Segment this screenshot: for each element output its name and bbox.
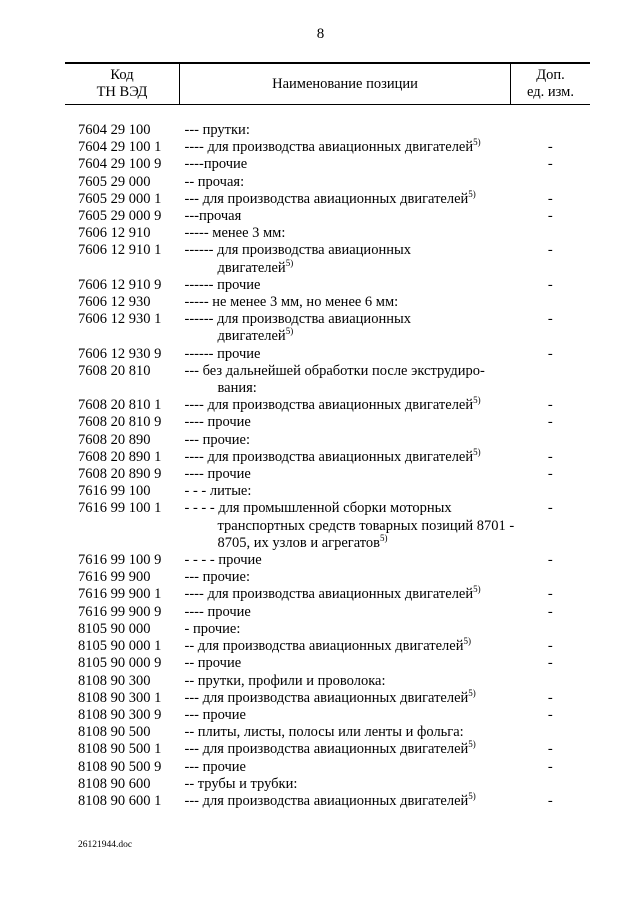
name-cell	[180, 483, 511, 500]
code-cell: 7616 99 100	[78, 483, 151, 500]
table-row	[65, 105, 590, 140]
footnote-ref: 5)	[285, 257, 294, 268]
unit-cell	[511, 174, 591, 191]
name-cell	[180, 242, 511, 276]
name-line: - - - - прочие	[184, 552, 262, 569]
unit-cell	[511, 724, 591, 741]
table-row	[65, 363, 590, 397]
table-row	[65, 638, 590, 655]
code-cell: 7604 29 100 9	[78, 156, 162, 173]
name-line: --- для производства авиационных двигателей$^{5)}$	[184, 188, 476, 207]
name-line: --- прочие	[184, 758, 246, 775]
unit-cell: -	[547, 586, 553, 603]
name-cell	[180, 638, 511, 655]
code-cell: 7616 99 100 9	[78, 552, 162, 569]
name-cell	[180, 449, 511, 466]
code-cell: 7605 29 000	[78, 173, 151, 190]
table-row	[65, 208, 590, 225]
table-row	[65, 466, 590, 483]
table-header	[65, 63, 590, 105]
name-cell	[180, 776, 511, 793]
name-cell	[180, 741, 511, 758]
code-cell: 7606 12 910	[78, 225, 151, 242]
unit-cell	[511, 363, 591, 397]
table-row	[65, 174, 590, 191]
unit-cell: -	[547, 208, 553, 225]
name-line: --- для производства авиационных двигателей$^{5)}$	[184, 791, 476, 809]
code-cell: 7604 29 100	[78, 122, 151, 138]
unit-cell	[511, 569, 591, 586]
table-row	[65, 483, 590, 500]
name-cell	[180, 208, 511, 225]
code-cell: 7616 99 900 9	[78, 603, 162, 620]
table-row	[65, 414, 590, 431]
name-cell	[180, 724, 511, 741]
name-line: ------ для производства авиационных	[184, 311, 411, 328]
name-cell	[180, 500, 515, 552]
code-cell: 7606 12 910 9	[78, 276, 162, 293]
name-cell	[180, 552, 511, 569]
unit-cell	[511, 105, 591, 140]
name-cell	[180, 707, 511, 724]
code-cell: 8105 90 000 1	[78, 638, 162, 655]
name-line: транспортных средств товарных позиций 8701 -	[217, 517, 515, 534]
header-unit	[511, 63, 591, 105]
footnote-ref: 5)	[463, 636, 471, 647]
name-cell	[180, 156, 511, 173]
name-cell	[180, 105, 511, 140]
unit-cell: -	[547, 466, 553, 483]
footnote-ref: 5)	[285, 326, 294, 337]
unit-cell	[511, 483, 591, 500]
name-line: - - - литые:	[184, 483, 252, 500]
name-cell	[180, 604, 511, 621]
code-cell: 7608 20 890	[78, 431, 151, 448]
table-body	[65, 105, 590, 811]
unit-cell: -	[547, 414, 553, 431]
unit-cell	[511, 225, 591, 242]
unit-cell: -	[547, 758, 553, 775]
name-line: ---прочая	[184, 208, 242, 225]
name-cell	[180, 687, 511, 707]
table-row	[65, 673, 590, 690]
footnote-ref: 5)	[468, 791, 476, 802]
name-cell	[180, 346, 511, 363]
unit-cell: -	[547, 139, 553, 156]
code-cell: 7608 20 890 9	[78, 466, 162, 483]
footnote-ref: 5)	[473, 447, 481, 458]
name-line: - прочие:	[184, 620, 241, 637]
name-line: --- без дальнейшей обработки после экструдиро-	[184, 362, 485, 379]
code-cell: 8108 90 500	[78, 724, 151, 741]
name-line: ---- прочие	[184, 414, 251, 431]
unit-cell: -	[547, 190, 553, 207]
name-cell	[180, 397, 511, 414]
code-cell: 8108 90 300 1	[78, 689, 162, 706]
header-unit-line1: Доп.	[536, 67, 565, 83]
unit-cell: -	[547, 689, 553, 706]
footnote-ref: 5)	[468, 687, 476, 698]
code-cell: 8108 90 300	[78, 672, 151, 689]
unit-cell: -	[547, 345, 553, 362]
table-row	[65, 225, 590, 242]
name-line: -- прутки, профили и проволока:	[184, 672, 386, 689]
name-line: -- трубы и трубки:	[184, 775, 298, 792]
name-line: 8705, их узлов и агрегатов$^{5)}$	[217, 533, 388, 551]
name-line: ---- для производства авиационных двигателей$^{5)}$	[184, 584, 481, 603]
footnote-ref: 5)	[473, 584, 481, 595]
table-row	[65, 621, 590, 638]
code-cell: 8108 90 500 1	[78, 741, 162, 758]
table-row	[65, 397, 590, 414]
name-line: --- прутки:	[184, 122, 250, 138]
name-line: ---- прочие	[184, 603, 251, 620]
name-line: ---- для производства авиационных двигателей$^{5)}$	[184, 447, 481, 465]
name-line: двигателей$^{5)}$	[217, 257, 294, 276]
table-row	[65, 776, 590, 793]
name-line: --- для производства авиационных двигателей$^{5)}$	[184, 687, 476, 706]
code-cell: 7604 29 100 1	[78, 139, 162, 156]
name-line: -- для производства авиационных двигателей$^{5)}$	[184, 636, 471, 655]
name-cell	[180, 569, 511, 586]
name-line: --- прочие	[184, 706, 246, 723]
code-cell: 8105 90 000	[78, 620, 151, 637]
code-cell: 8108 90 600	[78, 775, 151, 792]
table-row	[65, 569, 590, 586]
table-row	[65, 449, 590, 466]
name-line: - - - - для промышленной сборки моторных	[184, 500, 452, 517]
page-number: 8	[316, 26, 325, 42]
footnote-ref: 5)	[380, 533, 388, 544]
table-row	[65, 277, 590, 294]
unit-cell: -	[547, 638, 553, 655]
unit-cell	[511, 621, 591, 638]
code-cell: 7616 99 900 1	[78, 586, 162, 603]
name-line: ------ прочие	[184, 345, 261, 362]
name-cell	[180, 363, 511, 397]
name-line: ----- менее 3 мм:	[184, 225, 286, 242]
name-cell	[180, 759, 511, 776]
unit-cell: -	[547, 552, 553, 569]
name-line: ----- не менее 3 мм, но менее 6 мм:	[184, 294, 399, 311]
unit-cell: -	[547, 741, 553, 758]
header-code	[65, 63, 180, 105]
table-row	[65, 759, 590, 776]
header-unit-line2: ед. изм.	[527, 84, 574, 100]
footnote-ref: 5)	[468, 188, 476, 199]
table-row	[65, 191, 590, 208]
table-row	[65, 294, 590, 311]
code-cell: 7605 29 000 9	[78, 208, 162, 225]
name-line: -- плиты, листы, полосы или ленты и фольга:	[184, 724, 464, 741]
code-cell: 7606 12 930 9	[78, 345, 162, 362]
name-line: -- прочая:	[184, 173, 245, 190]
code-cell: 7605 29 000 1	[78, 190, 162, 207]
unit-cell: -	[547, 500, 553, 517]
unit-cell: -	[547, 242, 553, 259]
name-line: ------ прочие	[184, 276, 261, 293]
name-line: --- прочие:	[184, 431, 251, 448]
unit-cell: -	[547, 311, 553, 328]
name-line: ----прочие	[184, 156, 248, 173]
table-row	[65, 604, 590, 621]
name-cell	[180, 414, 511, 431]
name-line: ------ для производства авиационных	[184, 242, 411, 259]
unit-cell: -	[547, 448, 553, 465]
header-name: Наименование позиции	[180, 63, 511, 105]
code-cell: 7608 20 810 9	[78, 414, 162, 431]
code-cell: 7616 99 900	[78, 569, 151, 586]
unit-cell	[511, 294, 591, 311]
header-code-line1: Код	[110, 67, 134, 83]
table-row	[65, 311, 590, 345]
unit-cell: -	[547, 706, 553, 723]
name-cell	[180, 139, 511, 156]
unit-cell: -	[547, 276, 553, 293]
table-row	[65, 242, 590, 276]
footnote-ref: 5)	[473, 137, 481, 148]
table-row	[65, 690, 590, 707]
name-cell	[180, 294, 511, 311]
footnote-ref: 5)	[468, 739, 476, 750]
footnote-ref: 5)	[473, 395, 481, 406]
name-cell	[180, 311, 511, 345]
name-line: --- для производства авиационных двигателей$^{5)}$	[184, 739, 476, 758]
name-cell	[180, 793, 511, 810]
code-cell: 8108 90 300 9	[78, 706, 162, 723]
code-cell: 7606 12 910 1	[78, 242, 162, 259]
tariff-table	[65, 62, 590, 810]
table-row	[65, 346, 590, 363]
footer-filename: 26121944.doc	[78, 840, 133, 850]
name-cell	[180, 655, 511, 672]
table-row	[65, 432, 590, 449]
table-row	[65, 156, 590, 173]
name-cell	[180, 225, 511, 242]
unit-cell: -	[547, 156, 553, 173]
table-row	[65, 586, 590, 603]
name-line: --- прочие:	[184, 569, 251, 586]
name-cell	[180, 621, 511, 638]
code-cell: 7606 12 930	[78, 294, 151, 311]
code-cell: 7606 12 930 1	[78, 311, 162, 328]
table-row	[65, 707, 590, 724]
table-row	[65, 724, 590, 741]
header-code-line2: ТН ВЭД	[96, 84, 148, 100]
code-cell: 8105 90 000 9	[78, 655, 162, 672]
unit-cell: -	[547, 792, 553, 809]
name-cell	[180, 466, 511, 483]
table-row	[65, 500, 590, 552]
code-cell: 7608 20 890 1	[78, 448, 162, 465]
name-cell	[180, 277, 511, 294]
name-cell	[180, 188, 511, 208]
table-row	[65, 741, 590, 758]
name-line: ---- для производства авиационных двигателей$^{5)}$	[184, 395, 481, 414]
unit-cell: -	[547, 603, 553, 620]
name-cell	[180, 673, 511, 690]
name-cell	[180, 586, 511, 603]
unit-cell	[511, 673, 591, 690]
unit-cell: -	[547, 655, 553, 672]
name-cell	[180, 432, 511, 449]
code-cell: 7616 99 100 1	[78, 500, 162, 517]
unit-cell: -	[547, 397, 553, 414]
table-row	[65, 793, 590, 810]
name-cell	[180, 174, 511, 191]
table-row	[65, 655, 590, 672]
unit-cell	[511, 432, 591, 449]
name-line: двигателей$^{5)}$	[217, 326, 294, 345]
code-cell: 7608 20 810	[78, 362, 151, 379]
name-line: -- прочие	[184, 655, 242, 672]
header-row	[65, 63, 590, 105]
code-cell: 7608 20 810 1	[78, 397, 162, 414]
code-cell: 8108 90 500 9	[78, 758, 162, 775]
code-cell: 8108 90 600 1	[78, 792, 162, 809]
table-row	[65, 552, 590, 569]
name-line: вания:	[217, 380, 257, 397]
name-line: ---- прочие	[184, 466, 251, 483]
unit-cell	[511, 776, 591, 793]
table-row	[65, 139, 590, 156]
name-line: ---- для производства авиационных двигателей$^{5)}$	[184, 137, 481, 156]
